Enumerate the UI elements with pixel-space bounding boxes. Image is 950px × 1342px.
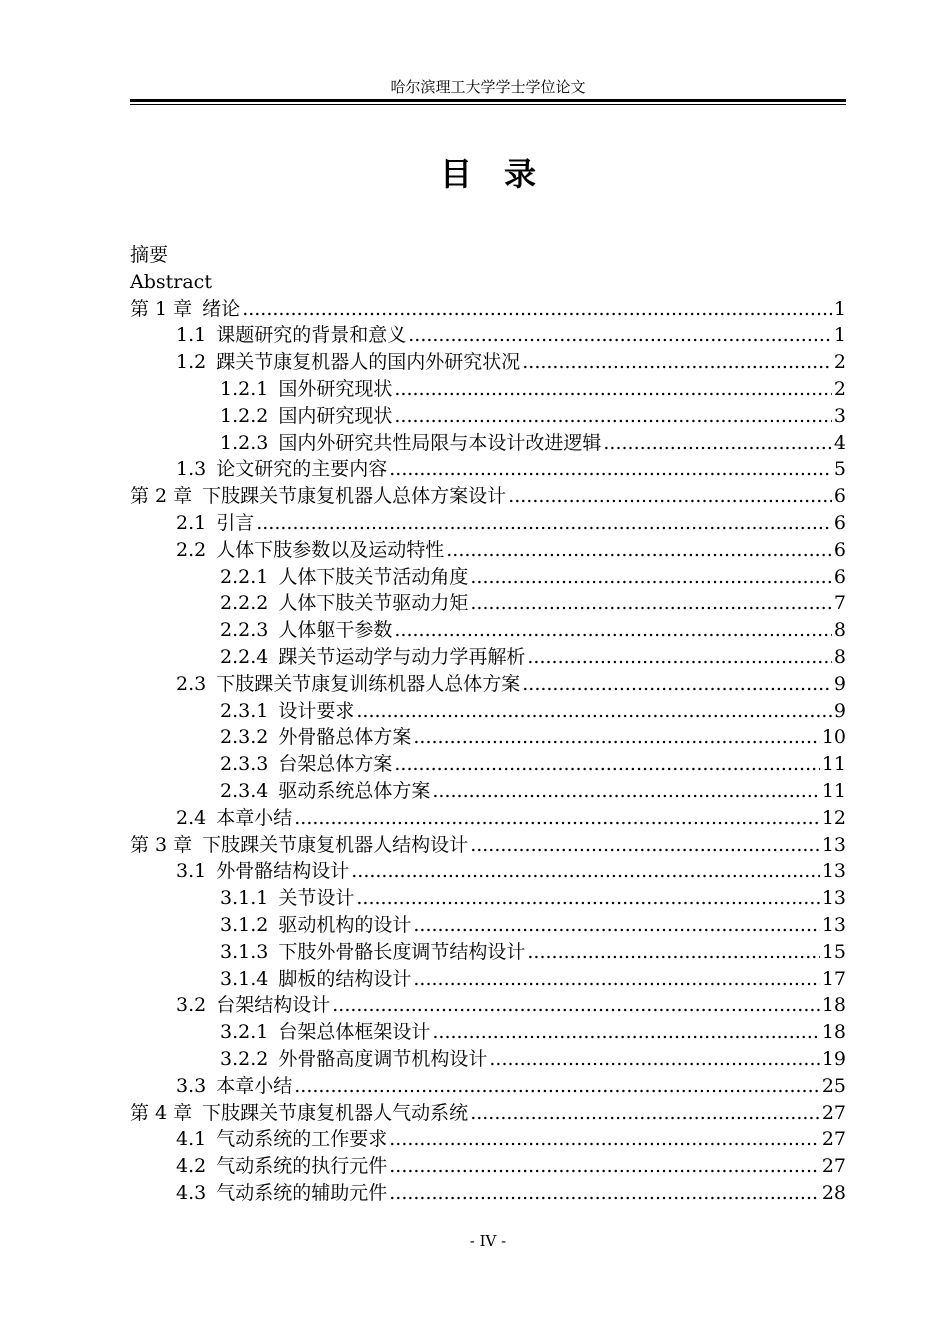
toc-entry-number: 3.1.1 bbox=[220, 887, 269, 910]
toc-dot-leader bbox=[470, 1100, 820, 1127]
toc-dot-leader bbox=[294, 1073, 820, 1100]
toc-entry[interactable] bbox=[130, 912, 846, 939]
toc-entry-page: 13 bbox=[821, 860, 846, 883]
toc-entry[interactable] bbox=[130, 1100, 846, 1127]
toc-entry-label: 气动系统的工作要求 bbox=[216, 1128, 388, 1151]
toc-entry[interactable] bbox=[130, 644, 846, 671]
toc-dot-leader bbox=[389, 456, 832, 483]
toc-entry-label: 下肢踝关节康复机器人气动系统 bbox=[202, 1101, 469, 1124]
toc-entry-page: 2 bbox=[833, 377, 846, 400]
toc-dot-leader bbox=[332, 992, 820, 1019]
toc-entry[interactable] bbox=[130, 269, 846, 296]
toc-entry-label: 外骨骼高度调节机构设计 bbox=[278, 1047, 488, 1070]
toc-dot-leader bbox=[394, 751, 819, 778]
toc-entry-number: 2.1 bbox=[176, 511, 207, 534]
toc-entry-page: 27 bbox=[821, 1128, 846, 1151]
toc-entry[interactable] bbox=[130, 832, 846, 859]
toc-entry-label: 下肢踝关节康复训练机器人总体方案 bbox=[216, 672, 521, 695]
toc-dot-leader bbox=[603, 430, 832, 457]
toc-dot-leader bbox=[489, 1046, 819, 1073]
toc-entry-label: 设计要求 bbox=[278, 699, 355, 722]
toc-entry-page: 5 bbox=[833, 458, 846, 481]
toc-entry-number: 3.2 bbox=[176, 994, 207, 1017]
toc-entry-number: 第 1 章 bbox=[130, 297, 193, 320]
toc-dot-leader bbox=[408, 322, 832, 349]
toc-entry[interactable] bbox=[130, 966, 846, 993]
toc-entry-page: 10 bbox=[821, 726, 846, 749]
toc-entry-page: 13 bbox=[821, 887, 846, 910]
toc-entry-page: 7 bbox=[833, 592, 846, 615]
toc-entry[interactable] bbox=[130, 537, 846, 564]
toc-entry-label: 脚板的结构设计 bbox=[278, 967, 412, 990]
toc-entry-label: 下肢外骨骼长度调节结构设计 bbox=[278, 940, 526, 963]
toc-entry-page: 27 bbox=[821, 1155, 846, 1178]
toc-entry-label: 踝关节运动学与动力学再解析 bbox=[278, 645, 526, 668]
toc-entry-label: 人体下肢参数以及运动特性 bbox=[216, 538, 445, 561]
toc-entry-label: 台架总体框架设计 bbox=[278, 1021, 431, 1044]
toc-entry-page: 2 bbox=[833, 351, 846, 374]
toc-entry-page: 4 bbox=[833, 431, 846, 454]
toc-entry-label: 外骨骼结构设计 bbox=[216, 860, 350, 883]
toc-entry[interactable] bbox=[130, 617, 846, 644]
toc-entry-number: 1.1 bbox=[176, 324, 207, 347]
toc-entry-label: 绪论 bbox=[202, 297, 241, 320]
toc-entry-page: 17 bbox=[821, 967, 846, 990]
toc-entry-label: 国内研究现状 bbox=[278, 404, 393, 427]
toc-entry[interactable] bbox=[130, 1180, 846, 1207]
toc-entry-number: 4.1 bbox=[176, 1128, 207, 1151]
page-number: - IV - bbox=[469, 1232, 507, 1250]
toc-entry-label: 驱动机构的设计 bbox=[278, 913, 412, 936]
toc-entry[interactable] bbox=[130, 939, 846, 966]
toc-entry-label: 外骨骼总体方案 bbox=[278, 726, 412, 749]
toc-entry[interactable] bbox=[130, 1046, 846, 1073]
toc-entry-label: 国外研究现状 bbox=[278, 377, 393, 400]
toc-entry-page: 27 bbox=[821, 1101, 846, 1124]
toc-entry[interactable] bbox=[130, 564, 846, 591]
toc-dot-leader bbox=[446, 537, 832, 564]
toc-dot-leader bbox=[522, 671, 832, 698]
toc-entry[interactable] bbox=[130, 1019, 846, 1046]
toc-entry-label: 引言 bbox=[216, 511, 255, 534]
toc-dot-leader bbox=[470, 564, 832, 591]
toc-entry-page: 15 bbox=[821, 940, 846, 963]
toc-entry-page: 3 bbox=[833, 404, 846, 427]
toc-entry-number: 3.3 bbox=[176, 1074, 207, 1097]
toc-entry-number: 2.3.1 bbox=[220, 699, 269, 722]
toc-entry[interactable] bbox=[130, 858, 846, 885]
toc-dot-leader bbox=[470, 832, 820, 859]
toc-entry-label: 下肢踝关节康复机器人结构设计 bbox=[202, 833, 469, 856]
toc-dot-leader bbox=[389, 1153, 820, 1180]
toc-entry[interactable] bbox=[130, 296, 846, 323]
toc-entry-number: 3.2.1 bbox=[220, 1021, 269, 1044]
toc-entry-page: 6 bbox=[833, 538, 846, 561]
toc-dot-leader bbox=[389, 1180, 820, 1207]
toc-dot-leader bbox=[394, 403, 832, 430]
toc-dot-leader bbox=[522, 349, 832, 376]
toc-entry-page: 11 bbox=[821, 779, 846, 802]
toc-entry-number: 第 2 章 bbox=[130, 485, 193, 508]
toc-entry-number: 2.4 bbox=[176, 806, 207, 829]
toc-entry-number: 1.2 bbox=[176, 351, 207, 374]
toc-entry[interactable] bbox=[130, 724, 846, 751]
toc-entry-number: 3.1 bbox=[176, 860, 207, 883]
toc-entry-page: 13 bbox=[821, 833, 846, 856]
toc-entry[interactable] bbox=[130, 1153, 846, 1180]
toc-entry-page: 18 bbox=[821, 1021, 846, 1044]
toc-entry[interactable] bbox=[130, 1126, 846, 1153]
toc-entry-page: 9 bbox=[833, 699, 846, 722]
toc-entry-number: 1.2.3 bbox=[220, 431, 269, 454]
toc-dot-leader bbox=[356, 698, 832, 725]
toc-entry-label: 气动系统的执行元件 bbox=[216, 1155, 388, 1178]
toc-entry[interactable] bbox=[130, 805, 846, 832]
toc-entry-page: 6 bbox=[833, 565, 846, 588]
toc-entry[interactable] bbox=[130, 483, 846, 510]
toc-entry-page: 11 bbox=[821, 753, 846, 776]
toc-entry-label: 课题研究的背景和意义 bbox=[216, 324, 407, 347]
toc-entry-number: 3.1.3 bbox=[220, 940, 269, 963]
toc-entry-number: 2.2.3 bbox=[220, 619, 269, 642]
running-header: 哈尔滨理工大学学士学位论文 bbox=[390, 78, 586, 96]
toc-entry-label: 踝关节康复机器人的国内外研究状况 bbox=[216, 351, 521, 374]
table-of-contents bbox=[130, 242, 846, 1207]
toc-dot-leader bbox=[508, 483, 832, 510]
toc-entry[interactable] bbox=[130, 992, 846, 1019]
toc-entry-page: 28 bbox=[821, 1181, 846, 1204]
toc-entry-number: 1.2.1 bbox=[220, 377, 269, 400]
toc-dot-leader bbox=[256, 510, 832, 537]
toc-entry-number: 2.3.2 bbox=[220, 726, 269, 749]
toc-entry-page: 12 bbox=[821, 806, 846, 829]
toc-dot-leader bbox=[413, 912, 819, 939]
toc-entry-page: 9 bbox=[833, 672, 846, 695]
toc-dot-leader bbox=[394, 617, 832, 644]
toc-entry-number: 1.2.2 bbox=[220, 404, 269, 427]
toc-entry-page: 6 bbox=[833, 485, 846, 508]
toc-entry-page: 25 bbox=[821, 1074, 846, 1097]
toc-entry[interactable] bbox=[130, 510, 846, 537]
toc-entry-number: 3.1.4 bbox=[220, 967, 269, 990]
toc-entry-label: 论文研究的主要内容 bbox=[216, 458, 388, 481]
toc-entry-number: 2.3 bbox=[176, 672, 207, 695]
toc-dot-leader bbox=[527, 939, 819, 966]
toc-dot-leader bbox=[294, 805, 820, 832]
header-rule-thin bbox=[130, 104, 846, 105]
toc-entry-number: 1.3 bbox=[176, 458, 207, 481]
toc-entry-number: 2.2.1 bbox=[220, 565, 269, 588]
toc-entry-number: 2.2.2 bbox=[220, 592, 269, 615]
toc-dot-leader bbox=[527, 644, 832, 671]
page-title: 目录 bbox=[439, 155, 568, 193]
toc-entry-label: 台架结构设计 bbox=[216, 994, 331, 1017]
toc-entry-page: 19 bbox=[821, 1047, 846, 1070]
toc-entry-number: 3.2.2 bbox=[220, 1047, 269, 1070]
toc-entry-label: 关节设计 bbox=[278, 887, 355, 910]
toc-entry-label: 驱动系统总体方案 bbox=[278, 779, 431, 802]
toc-entry[interactable] bbox=[130, 698, 846, 725]
toc-entry-page: 1 bbox=[833, 297, 846, 320]
toc-dot-leader bbox=[432, 1019, 819, 1046]
toc-dot-leader bbox=[413, 966, 819, 993]
toc-entry-number: 2.3.4 bbox=[220, 779, 269, 802]
toc-entry-label: 国内外研究共性局限与本设计改进逻辑 bbox=[278, 431, 602, 454]
toc-entry[interactable] bbox=[130, 590, 846, 617]
toc-entry-number: 4.2 bbox=[176, 1155, 207, 1178]
toc-dot-leader bbox=[389, 1126, 820, 1153]
toc-entry[interactable] bbox=[130, 778, 846, 805]
toc-entry-label: 人体躯干参数 bbox=[278, 619, 393, 642]
toc-entry[interactable] bbox=[130, 349, 846, 376]
toc-dot-leader bbox=[394, 376, 832, 403]
toc-dot-leader bbox=[470, 590, 832, 617]
toc-entry-number: 第 4 章 bbox=[130, 1101, 193, 1124]
toc-dot-leader bbox=[242, 296, 832, 323]
header-rule-thick bbox=[130, 99, 846, 102]
toc-entry-label: 本章小结 bbox=[216, 1074, 293, 1097]
toc-entry-label: 台架总体方案 bbox=[278, 753, 393, 776]
toc-entry-number: 第 3 章 bbox=[130, 833, 193, 856]
toc-entry-label: 摘要 bbox=[130, 244, 169, 266]
toc-entry-label: 人体下肢关节驱动力矩 bbox=[278, 592, 469, 615]
toc-entry-page: 6 bbox=[833, 511, 846, 534]
toc-entry[interactable] bbox=[130, 322, 846, 349]
toc-entry-page: 13 bbox=[821, 913, 846, 936]
toc-entry[interactable] bbox=[130, 751, 846, 778]
toc-entry-label: Abstract bbox=[130, 270, 212, 293]
toc-dot-leader bbox=[413, 724, 819, 751]
toc-entry-page: 8 bbox=[833, 619, 846, 642]
toc-entry[interactable] bbox=[130, 1073, 846, 1100]
toc-entry[interactable] bbox=[130, 376, 846, 403]
toc-entry-label: 气动系统的辅助元件 bbox=[216, 1181, 388, 1204]
toc-entry-page: 8 bbox=[833, 645, 846, 668]
toc-entry[interactable] bbox=[130, 671, 846, 698]
toc-entry-number: 4.3 bbox=[176, 1181, 207, 1204]
toc-dot-leader bbox=[351, 858, 820, 885]
toc-entry[interactable] bbox=[130, 403, 846, 430]
toc-entry-label: 本章小结 bbox=[216, 806, 293, 829]
toc-entry-page: 18 bbox=[821, 994, 846, 1017]
toc-entry-number: 2.2 bbox=[176, 538, 207, 561]
toc-entry-number: 2.3.3 bbox=[220, 753, 269, 776]
toc-entry-label: 人体下肢关节活动角度 bbox=[278, 565, 469, 588]
toc-entry[interactable] bbox=[130, 242, 846, 269]
toc-entry-label: 下肢踝关节康复机器人总体方案设计 bbox=[202, 485, 507, 508]
toc-dot-leader bbox=[432, 778, 819, 805]
toc-entry[interactable] bbox=[130, 885, 846, 912]
toc-entry[interactable] bbox=[130, 430, 846, 457]
toc-entry[interactable] bbox=[130, 456, 846, 483]
toc-entry-number: 3.1.2 bbox=[220, 913, 269, 936]
toc-dot-leader bbox=[356, 885, 819, 912]
toc-entry-number: 2.2.4 bbox=[220, 645, 269, 668]
toc-entry-page: 1 bbox=[833, 324, 846, 347]
